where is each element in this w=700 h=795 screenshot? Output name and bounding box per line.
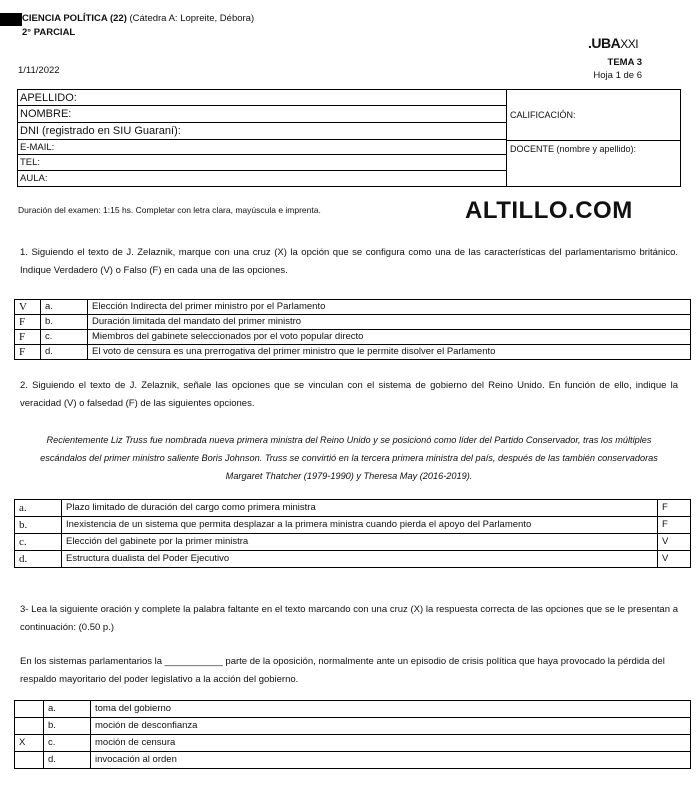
watermark-logo: ALTILLO.COM — [465, 197, 633, 224]
email-field[interactable]: E-MAIL: — [18, 140, 506, 155]
option-letter: d. — [15, 551, 62, 568]
answer-mark[interactable] — [15, 752, 44, 769]
option-text: Duración limitada del mandato del primer ministro — [88, 315, 691, 330]
table-row[interactable] — [15, 718, 691, 735]
table-row[interactable] — [15, 517, 691, 534]
option-text: El voto de censura es una prerrogativa del primer ministro que le permite disolver el Parlamento — [88, 345, 691, 360]
option-text: invocación al orden — [91, 752, 691, 769]
table-row[interactable] — [15, 330, 691, 345]
question-3-sentence: En los sistemas parlamentarios la ___________ parte de la oposición, normalmente ante un episodio de crisis política que haya provocado la pérdida del respaldo mayoritario del poder legislativo a la acción del gobierno. — [20, 656, 665, 685]
answer-mark[interactable]: V — [658, 551, 691, 568]
exam-date: 1/11/2022 — [18, 65, 60, 76]
dni-field[interactable]: DNI (registrado en SIU Guaraní): — [18, 123, 506, 140]
nombre-field[interactable]: NOMBRE: — [18, 106, 506, 123]
table-row[interactable] — [15, 300, 691, 315]
docente-label: DOCENTE (nombre y apellido): — [510, 144, 637, 154]
question-2: 2. Siguiendo el texto de J. Zelaznik, señale las opciones que se vinculan con el sistema de gobierno del Reino Unido. En función de ello, indique la veracidad (V) o falsedad (F) de las siguientes opciones. — [20, 380, 678, 409]
option-text: Inexistencia de un sistema que permita desplazar a la primera ministra cuando pierda el apoyo del Parlamento — [62, 517, 658, 534]
option-text: moción de censura — [91, 735, 691, 752]
option-text: Miembros del gabinete seleccionados por el voto popular directo — [88, 330, 691, 345]
option-text: toma del gobierno — [91, 701, 691, 718]
course-chair: (Cátedra A: Lopreite, Débora) — [129, 13, 255, 24]
answer-mark[interactable]: F — [15, 345, 41, 360]
answer-mark[interactable]: F — [658, 500, 691, 517]
table-row[interactable] — [15, 345, 691, 360]
answer-mark[interactable]: V — [15, 300, 41, 315]
answer-mark[interactable] — [15, 701, 44, 718]
page-count: Hoja 1 de 6 — [593, 70, 642, 81]
question-2-quote: Recientemente Liz Truss fue nombrada nueva primera ministra del Reino Unido y se posicionó como líder del Partido Conservador, tras los múltiples escándalos del primer ministro saliente Boris Johnson. Truss se convirtió en la tercera primera ministra del país, después de las también conservadoras Margaret Thatcher (1979-1990) y Theresa May (2016-2019). — [40, 435, 658, 481]
course-name: CIENCIA POLÍTICA (22) — [22, 13, 127, 24]
student-info-box — [17, 89, 681, 187]
option-letter: c. — [15, 534, 62, 551]
exam-instructions: Duración del examen: 1:15 hs. Completar con letra clara, mayúscula e imprenta. — [18, 205, 321, 215]
tel-field[interactable]: TEL: — [18, 155, 506, 171]
university-suffix: XXI — [620, 37, 639, 51]
answer-mark[interactable]: F — [15, 315, 41, 330]
apellido-field[interactable]: APELLIDO: — [18, 90, 506, 106]
university-name: .UBA — [588, 35, 621, 51]
option-letter: c. — [44, 735, 91, 752]
answer-mark[interactable]: F — [658, 517, 691, 534]
question-1: 1. Siguiendo el texto de J. Zelaznik, marque con una cruz (X) la opción que se configura como una de las características del parlamentarismo británico. Indique Verdadero (V) o Falso (F) en cada una de las opciones. — [20, 247, 678, 276]
course-header — [22, 13, 254, 24]
table-row[interactable] — [15, 534, 691, 551]
redaction-bar — [0, 13, 22, 26]
table-row[interactable] — [15, 701, 691, 718]
option-letter: b. — [41, 315, 88, 330]
option-letter: a. — [41, 300, 88, 315]
option-text: Estructura dualista del Poder Ejecutivo — [62, 551, 658, 568]
calificacion-label: CALIFICACIÓN: — [510, 110, 576, 120]
question-2-options — [14, 499, 691, 568]
docente-divider — [506, 140, 681, 141]
option-letter: b. — [15, 517, 62, 534]
option-text: moción de desconfianza — [91, 718, 691, 735]
id-box-divider — [506, 90, 507, 186]
tema-label: TEMA 3 — [607, 57, 642, 68]
table-row[interactable] — [15, 500, 691, 517]
answer-mark[interactable]: V — [658, 534, 691, 551]
table-row[interactable] — [15, 315, 691, 330]
table-row[interactable] — [15, 551, 691, 568]
table-row[interactable] — [15, 752, 691, 769]
option-text: Elección Indirecta del primer ministro por el Parlamento — [88, 300, 691, 315]
question-3: 3- Lea la siguiente oración y complete la palabra faltante en el texto marcando con una cruz (X) la respuesta correcta de las opciones que se le presentan a continuación: (0.50 p.) — [20, 604, 678, 633]
answer-mark[interactable]: X — [15, 735, 44, 752]
aula-field[interactable]: AULA: — [20, 173, 48, 184]
exam-title: 2° PARCIAL — [22, 27, 76, 38]
option-letter: b. — [44, 718, 91, 735]
answer-mark[interactable]: F — [15, 330, 41, 345]
option-letter: d. — [41, 345, 88, 360]
option-letter: d. — [44, 752, 91, 769]
option-letter: a. — [15, 500, 62, 517]
university-logo — [588, 35, 638, 51]
option-letter: a. — [44, 701, 91, 718]
answer-mark[interactable] — [15, 718, 44, 735]
option-text: Elección del gabinete por la primer ministra — [62, 534, 658, 551]
question-1-options — [14, 299, 691, 360]
option-letter: c. — [41, 330, 88, 345]
table-row[interactable] — [15, 735, 691, 752]
option-text: Plazo limitado de duración del cargo como primera ministra — [62, 500, 658, 517]
question-3-options — [14, 700, 691, 769]
